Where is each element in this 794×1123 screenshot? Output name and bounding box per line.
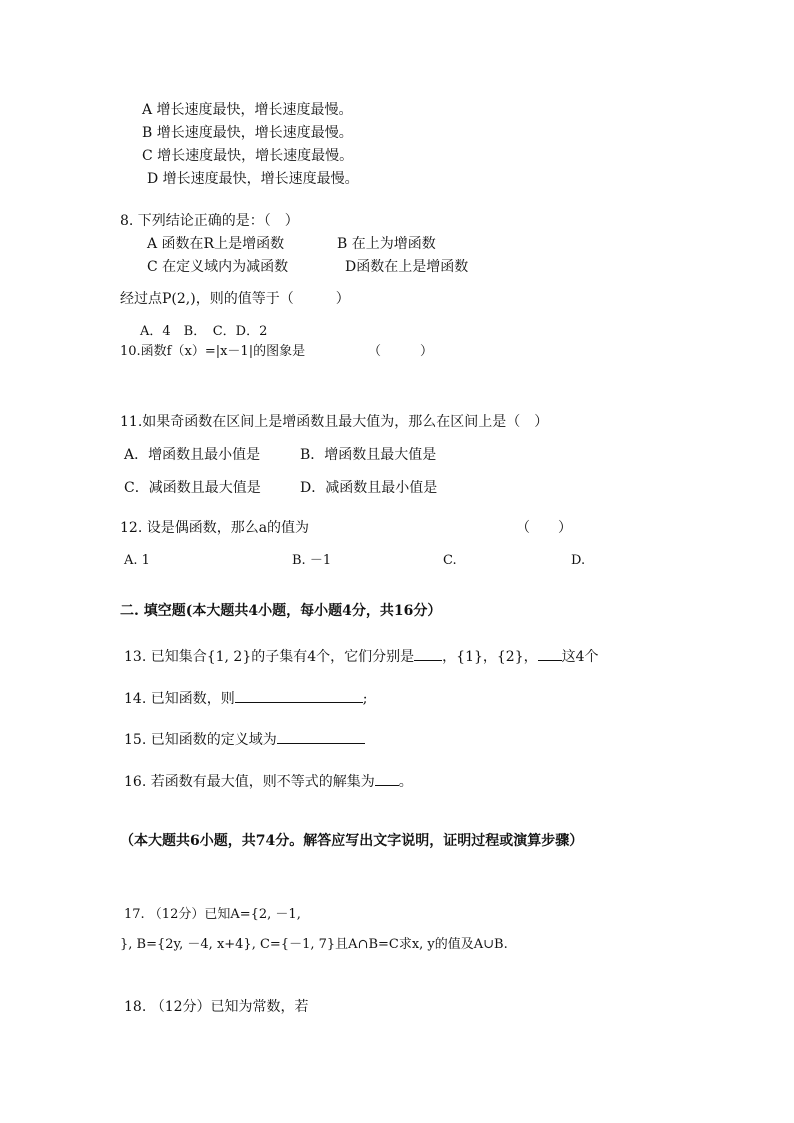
q13-line [124, 646, 599, 666]
q8-stem: 8. 下列结论正确的是：（ ） [120, 213, 299, 229]
q14-line [124, 688, 367, 708]
q8-option-c: C 在定义域内为减函数 [147, 259, 289, 275]
q13-text-2: ，{1}，{2}， [442, 649, 538, 665]
q13-blank-2[interactable] [538, 646, 562, 661]
q11-option-d: D．减函数且最小值是 [300, 480, 438, 496]
q7-option-d: D 增长速度最快，增长速度最慢。 [147, 171, 359, 187]
q16-line [124, 771, 413, 791]
q12-option-c: C. [443, 553, 457, 568]
q18-line-1: 18. （12分）已知为常数，若 [124, 999, 309, 1015]
q14-text-2: ; [362, 691, 368, 707]
q11-option-b: B．增函数且最大值是 [300, 447, 437, 463]
q10-stem: 10.函数f（x）=|x－1|的图象是 [120, 344, 306, 359]
q11-option-c: C．减函数且最大值是 [124, 480, 261, 496]
q16-blank[interactable] [375, 771, 399, 786]
q8-option-b: B 在上为增函数 [337, 236, 436, 252]
q12-stem: 12. 设是偶函数，那么a的值为 [120, 520, 310, 536]
q11-option-a: A．增函数且最小值是 [124, 447, 261, 463]
q9-stem: 经过点P(2,)，则的值等于（ ） [120, 291, 350, 307]
q8-option-d: D函数在上是增函数 [345, 259, 469, 275]
q9-options: A．4 B． C．D．2 [140, 324, 268, 339]
section-2-heading: 二. 填空题(本大题共4小题，每小题4分，共16分） [120, 603, 442, 619]
q16-text-2: 。 [398, 774, 413, 790]
q12-option-d: D. [571, 553, 586, 568]
q7-option-c: C 增长速度最快，增长速度最慢。 [142, 148, 354, 164]
q7-option-a: A 增长速度最快，增长速度最慢。 [142, 102, 353, 118]
q14-text-1: 14. 已知函数，则 [124, 691, 235, 707]
q12-option-a: A. 1 [124, 553, 150, 568]
q17-line-1: 17. （12分）已知A={2, －1, [124, 907, 301, 922]
q17-line-2: }, B={2y, －4, x+4}, C={－1, 7}且A∩B=C求x, y的值及A∪B. [120, 937, 508, 952]
q7-option-b: B 增长速度最快，增长速度最慢。 [142, 125, 353, 141]
q12-paren: （ ） [516, 520, 572, 536]
q15-text-1: 15. 已知函数的定义域为 [124, 732, 277, 748]
q11-stem: 11.如果奇函数在区间上是增函数且最大值为，那么在区间上是（ ） [120, 414, 549, 430]
q8-option-a: A 函数在R上是增函数 [147, 236, 285, 252]
q12-option-b: B. －1 [292, 553, 332, 568]
q15-blank[interactable] [277, 729, 365, 744]
q15-line [124, 729, 365, 749]
q13-blank-1[interactable] [414, 646, 442, 661]
section-3-heading: （本大题共6小题，共74分。解答应写出文字说明，证明过程或演算步骤） [120, 833, 584, 849]
q14-blank[interactable] [235, 688, 363, 703]
q13-text-1: 13. 已知集合{1, 2}的子集有4个，它们分别是 [124, 649, 415, 665]
q10-paren: （ ） [368, 344, 434, 359]
q13-text-3: 这4个 [561, 649, 599, 665]
q16-text-1: 16. 若函数有最大值，则不等式的解集为 [124, 774, 375, 790]
